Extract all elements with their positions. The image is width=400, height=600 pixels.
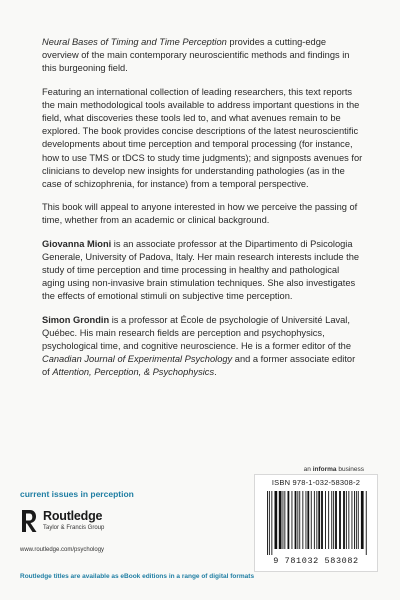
barcode-bar: [271, 491, 272, 555]
description-paragraph-1: Neural Bases of Timing and Time Perception provides a cutting-edge overview of the main contemporary neuroscientific methods and findings in this burgeoning field.: [42, 37, 350, 74]
description-paragraph-2: Featuring an international collection of leading researchers, this text reports the main methodological tools available to address important questions in the field, what discoveries these tools led to, and what avenues remain to be explored. The book provides concise descriptions of the latest neuroscientific developments about time perception and temporal processing (for instance, how to use TMS or tDCS to study time judgments); and signposts avenues for clinicians to develop new insights for understanding pathologies (as in the case of schizophrenia, for instance) from a temporal perspective.: [42, 86, 363, 190]
barcode-bar: [284, 491, 285, 549]
barcode-bar: [267, 491, 268, 555]
barcode-bar: [358, 491, 359, 549]
barcode-bar: [311, 491, 312, 549]
publisher-logo: [20, 507, 220, 541]
barcode-bar: [299, 491, 300, 549]
description-paragraph-3: This book will appeal to anyone interested in how we perceive the passing of time, whether from an academic or clinical background.: [42, 202, 358, 226]
barcode-bar: [297, 491, 298, 549]
barcode-bar: [346, 491, 347, 549]
barcode-bar: [333, 491, 334, 549]
barcode-bar: [275, 491, 278, 549]
author-name-2: Simon Grondin: [42, 314, 110, 325]
isbn-label: ISBN 978-1-032-58308-2: [271, 478, 361, 487]
barcode-bar: [295, 491, 297, 549]
barcode-bar: [292, 491, 293, 549]
barcode-bar: [307, 491, 309, 549]
barcode-bar: [321, 491, 323, 549]
barcode-bar: [335, 491, 337, 549]
barcode-bar: [352, 491, 353, 549]
barcode-bar: [288, 491, 290, 549]
barcode-bar: [279, 491, 282, 549]
publisher-url: www.routledge.com/psychology: [20, 547, 105, 553]
author-bio-1: Giovanna Mioni is an associate professor at the Dipartimento di Psicologia Generale, University of Padova, Italy. Her main research interests include the study of time perception and time processing in healthy and pathological aging using non-invasive brain stimulation techniques. She also investigates the effects of emotional stimuli on subjective time perception.: [42, 238, 360, 302]
barcode-bar: [339, 491, 341, 549]
book-title: Neural Bases of Timing and Time Perception: [42, 37, 227, 47]
barcode-bar: [328, 491, 329, 549]
back-cover-text: [42, 36, 364, 390]
barcode-bar: [361, 491, 364, 549]
barcode-bar: [314, 491, 315, 549]
informa-business-tag: an informa business: [303, 466, 364, 473]
barcode-bar: [366, 491, 367, 555]
barcode-bar: [356, 491, 357, 549]
barcode-bar: [316, 491, 317, 549]
barcode-image: [265, 491, 369, 555]
barcode-panel: [254, 474, 378, 572]
barcode-bar: [348, 491, 349, 549]
barcode-bar: [302, 491, 303, 549]
ebook-note: Routledge titles are available as eBook editions in a range of digital formats: [20, 573, 255, 580]
barcode-bar: [283, 491, 284, 549]
barcode-bar: [354, 491, 355, 549]
barcode-bar: [318, 491, 320, 549]
author-bio-2: Simon Grondin is a professor at École de psychologie of Université Laval, Québec. His main research fields are perception and psychophysics, psychological time, and cognitive neuroscience. He is a former editor of the Canadian Journal of Experimental Psychology and a former associate editor of Attention, Perception, & Psychophysics.: [42, 314, 356, 378]
barcode-bars: [265, 491, 369, 555]
barcode-bar: [306, 491, 307, 549]
barcode-bar: [325, 491, 326, 549]
barcode-digits: 9 781032 583082: [273, 556, 359, 566]
barcode-bar: [331, 491, 332, 549]
barcode-bar: [269, 491, 270, 555]
publisher-group: Taylor & Francis Group: [43, 525, 105, 531]
barcode-bar: [343, 491, 345, 549]
author-name-1: Giovanna Mioni: [42, 238, 112, 249]
publisher-name: Routledge: [43, 509, 103, 523]
routledge-r-icon: [20, 508, 38, 534]
series-name: current issues in perception: [20, 489, 134, 499]
